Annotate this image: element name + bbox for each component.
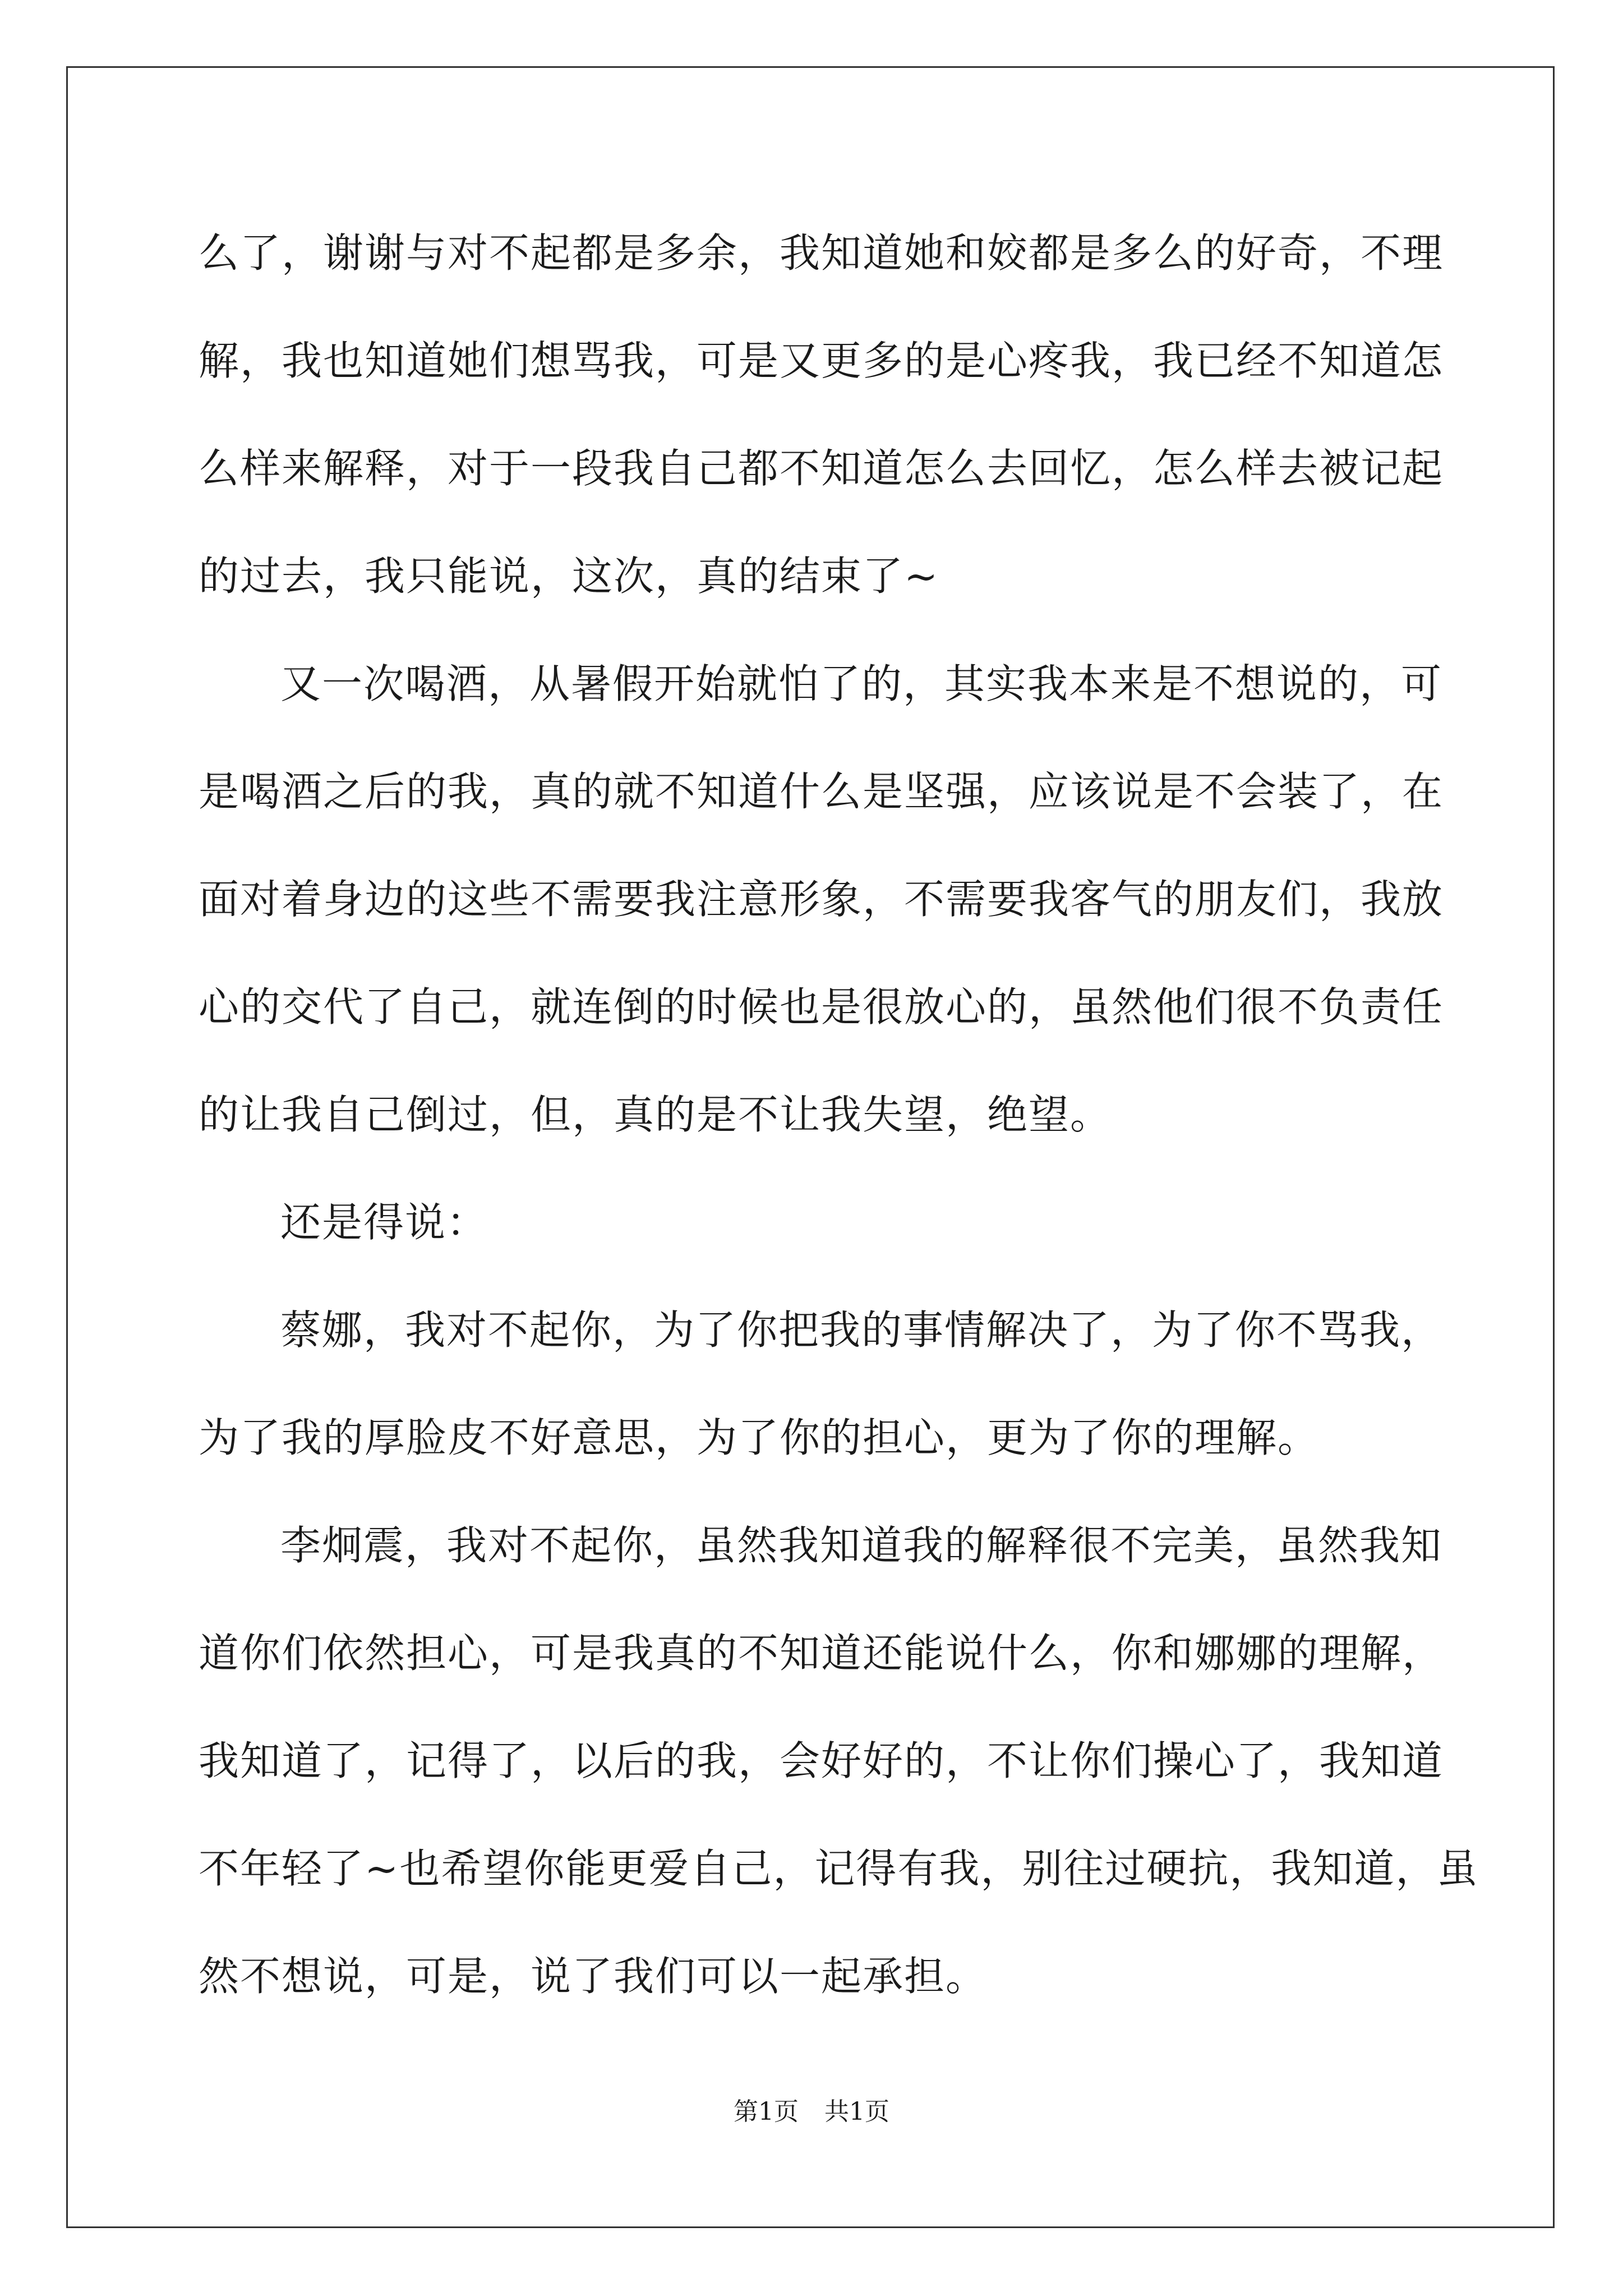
paragraph (199, 1276, 1443, 1492)
text-line: 么样来解释，对于一段我自己都不知道怎么去回忆，怎么样去被记起 (199, 445, 1444, 492)
text-line: 心的交代了自己，就连倒的时候也是很放心的，虽然他们很不负责任 (199, 983, 1444, 1030)
paragraph (199, 1168, 1428, 1276)
text-line: 又一次喝酒，从暑假开始就怕了的，其实我本来是不想说的，可 (280, 660, 1443, 707)
text-line: 李炯震，我对不起你，虽然我知道我的解释很不完美，虽然我知 (280, 1522, 1443, 1569)
text-line: 么了，谢谢与对不起都是多余，我知道她和姣都是多么的好奇，不理 (199, 229, 1444, 277)
page-number: 第1页 (734, 2097, 799, 2126)
text-line: 为了我的厚脸皮不好意思，为了你的担心，更为了你的理解。 (199, 1414, 1320, 1461)
text-line: 面对着身边的这些不需要我注意形象，不需要我客气的朋友们，我放 (199, 876, 1444, 923)
text-line: 还是得说： (280, 1199, 488, 1246)
text-line: 的过去，我只能说，这次，真的结束了~ (199, 553, 939, 600)
paragraph (199, 630, 1444, 1168)
text-line: 蔡娜，我对不起你，为了你把我的事情解决了，为了你不骂我， (280, 1306, 1443, 1354)
paragraph (199, 1492, 1479, 2030)
text-line: 不年轻了~也希望你能更爱自己，记得有我，别往过硬抗，我知道，虽 (199, 1845, 1479, 1892)
text-line: 的让我自己倒过，但，真的是不让我失望，绝望。 (199, 1091, 1112, 1138)
text-line: 是喝酒之后的我，真的就不知道什么是坚强，应该说是不会装了，在 (199, 768, 1444, 815)
page-total: 共1页 (824, 2097, 889, 2126)
text-line: 我知道了，记得了，以后的我，会好好的，不让你们操心了，我知道 (199, 1737, 1444, 1784)
page-footer (0, 2095, 1623, 2129)
document-body (199, 199, 1479, 2030)
text-line: 然不想说，可是，说了我们可以一起承担。 (199, 1953, 988, 2000)
text-line: 道你们依然担心，可是我真的不知道还能说什么，你和娜娜的理解， (199, 1630, 1444, 1677)
paragraph (199, 199, 1444, 630)
text-line: 解，我也知道她们想骂我，可是又更多的是心疼我，我已经不知道怎 (199, 337, 1444, 384)
